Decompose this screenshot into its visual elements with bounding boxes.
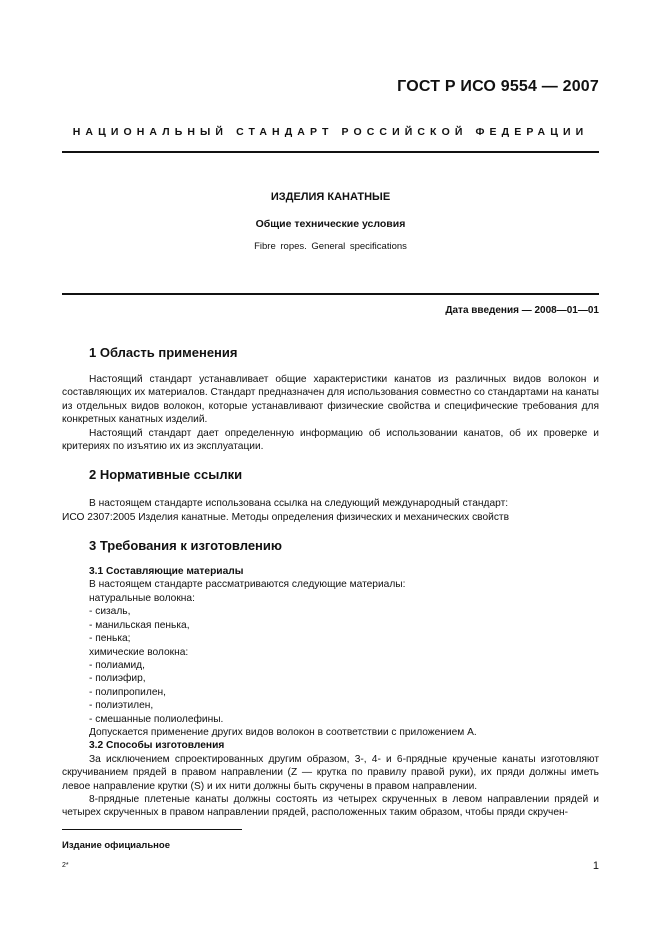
- title-divider: [62, 293, 599, 295]
- print-signature-mark: 2*: [62, 862, 69, 869]
- document-subtitle: Общие технические условия: [255, 218, 406, 230]
- section-3-2-paragraph-1: За исключением спроектированных другим образом, 3-, 4- и 6-прядные крученые канаты изготовляют скручиванием прядей в правом направлении (Z — крутка по правилу правой руки), их пряди должны иметь левое направление крутки (S) и их нити должны быть скручены в правом направлении.: [62, 754, 599, 792]
- national-standard-banner: НАЦИОНАЛЬНЫЙ СТАНДАРТ РОССИЙСКОЙ ФЕДЕРАЦИИ: [72, 126, 589, 138]
- list-line: Допускается применение других видов волокон в соответствии с приложением А.: [89, 727, 477, 738]
- subsection-3-2-heading: 3.2 Способы изготовления: [89, 740, 225, 751]
- official-edition-label: Издание официальное: [62, 840, 170, 851]
- section-1-paragraph-1: Настоящий стандарт устанавливает общие характеристики канатов из различных видов волокон и составляющих их материалов. Стандарт предназначен для использования совместно со стандартами на канаты из отдельных видов волокон, которые устанавливают физические свойства и специфические требования для конкретных канатных изделий.: [62, 374, 599, 426]
- section-2-heading: 2 Нормативные ссылки: [89, 467, 243, 482]
- document-code: ГОСТ Р ИСО 9554 — 2007: [397, 78, 599, 95]
- list-line: В настоящем стандарте рассматриваются следующие материалы:: [89, 579, 406, 590]
- section-3-heading: 3 Требования к изготовлению: [89, 538, 283, 553]
- list-line: химические волокна:: [89, 647, 189, 658]
- list-item: - пенька;: [89, 633, 131, 644]
- list-item: - полиамид,: [89, 660, 145, 671]
- header-divider: [62, 151, 599, 153]
- list-item: - смешанные полиолефины.: [89, 714, 224, 725]
- list-line: натуральные волокна:: [89, 593, 195, 604]
- document-title: ИЗДЕЛИЯ КАНАТНЫЕ: [270, 191, 391, 203]
- list-item: - сизаль,: [89, 606, 131, 617]
- section-2-line-1: В настоящем стандарте использована ссылка на следующий международный стандарт:: [89, 498, 509, 509]
- page-number: 1: [592, 860, 599, 872]
- list-item: - манильская пенька,: [89, 620, 190, 631]
- footer-divider: [62, 829, 242, 830]
- subsection-3-1-heading: 3.1 Составляющие материалы: [89, 566, 244, 577]
- introduction-date: Дата введения — 2008—01—01: [445, 305, 599, 316]
- list-item: - полипропилен,: [89, 687, 166, 698]
- list-item: - полиэфир,: [89, 673, 146, 684]
- section-2-line-2: ИСО 2307:2005 Изделия канатные. Методы определения физических и механических свойств: [62, 512, 509, 523]
- section-1-heading: 1 Область применения: [89, 345, 238, 360]
- list-item: - полиэтилен,: [89, 700, 154, 711]
- section-3-2-paragraph-2: 8-прядные плетеные канаты должны состоять из четырех скрученных в левом направлении прядей и четырех скрученных в правом направлении прядей, расположенных таким образом, чтобы пряди скручен-: [62, 794, 599, 819]
- english-title: Fibre ropes. General specifications: [254, 241, 407, 252]
- section-1-paragraph-2: Настоящий стандарт дает определенную информацию об использовании канатов, об их проверке и критериях по изъятию их из эксплуатации.: [62, 428, 599, 453]
